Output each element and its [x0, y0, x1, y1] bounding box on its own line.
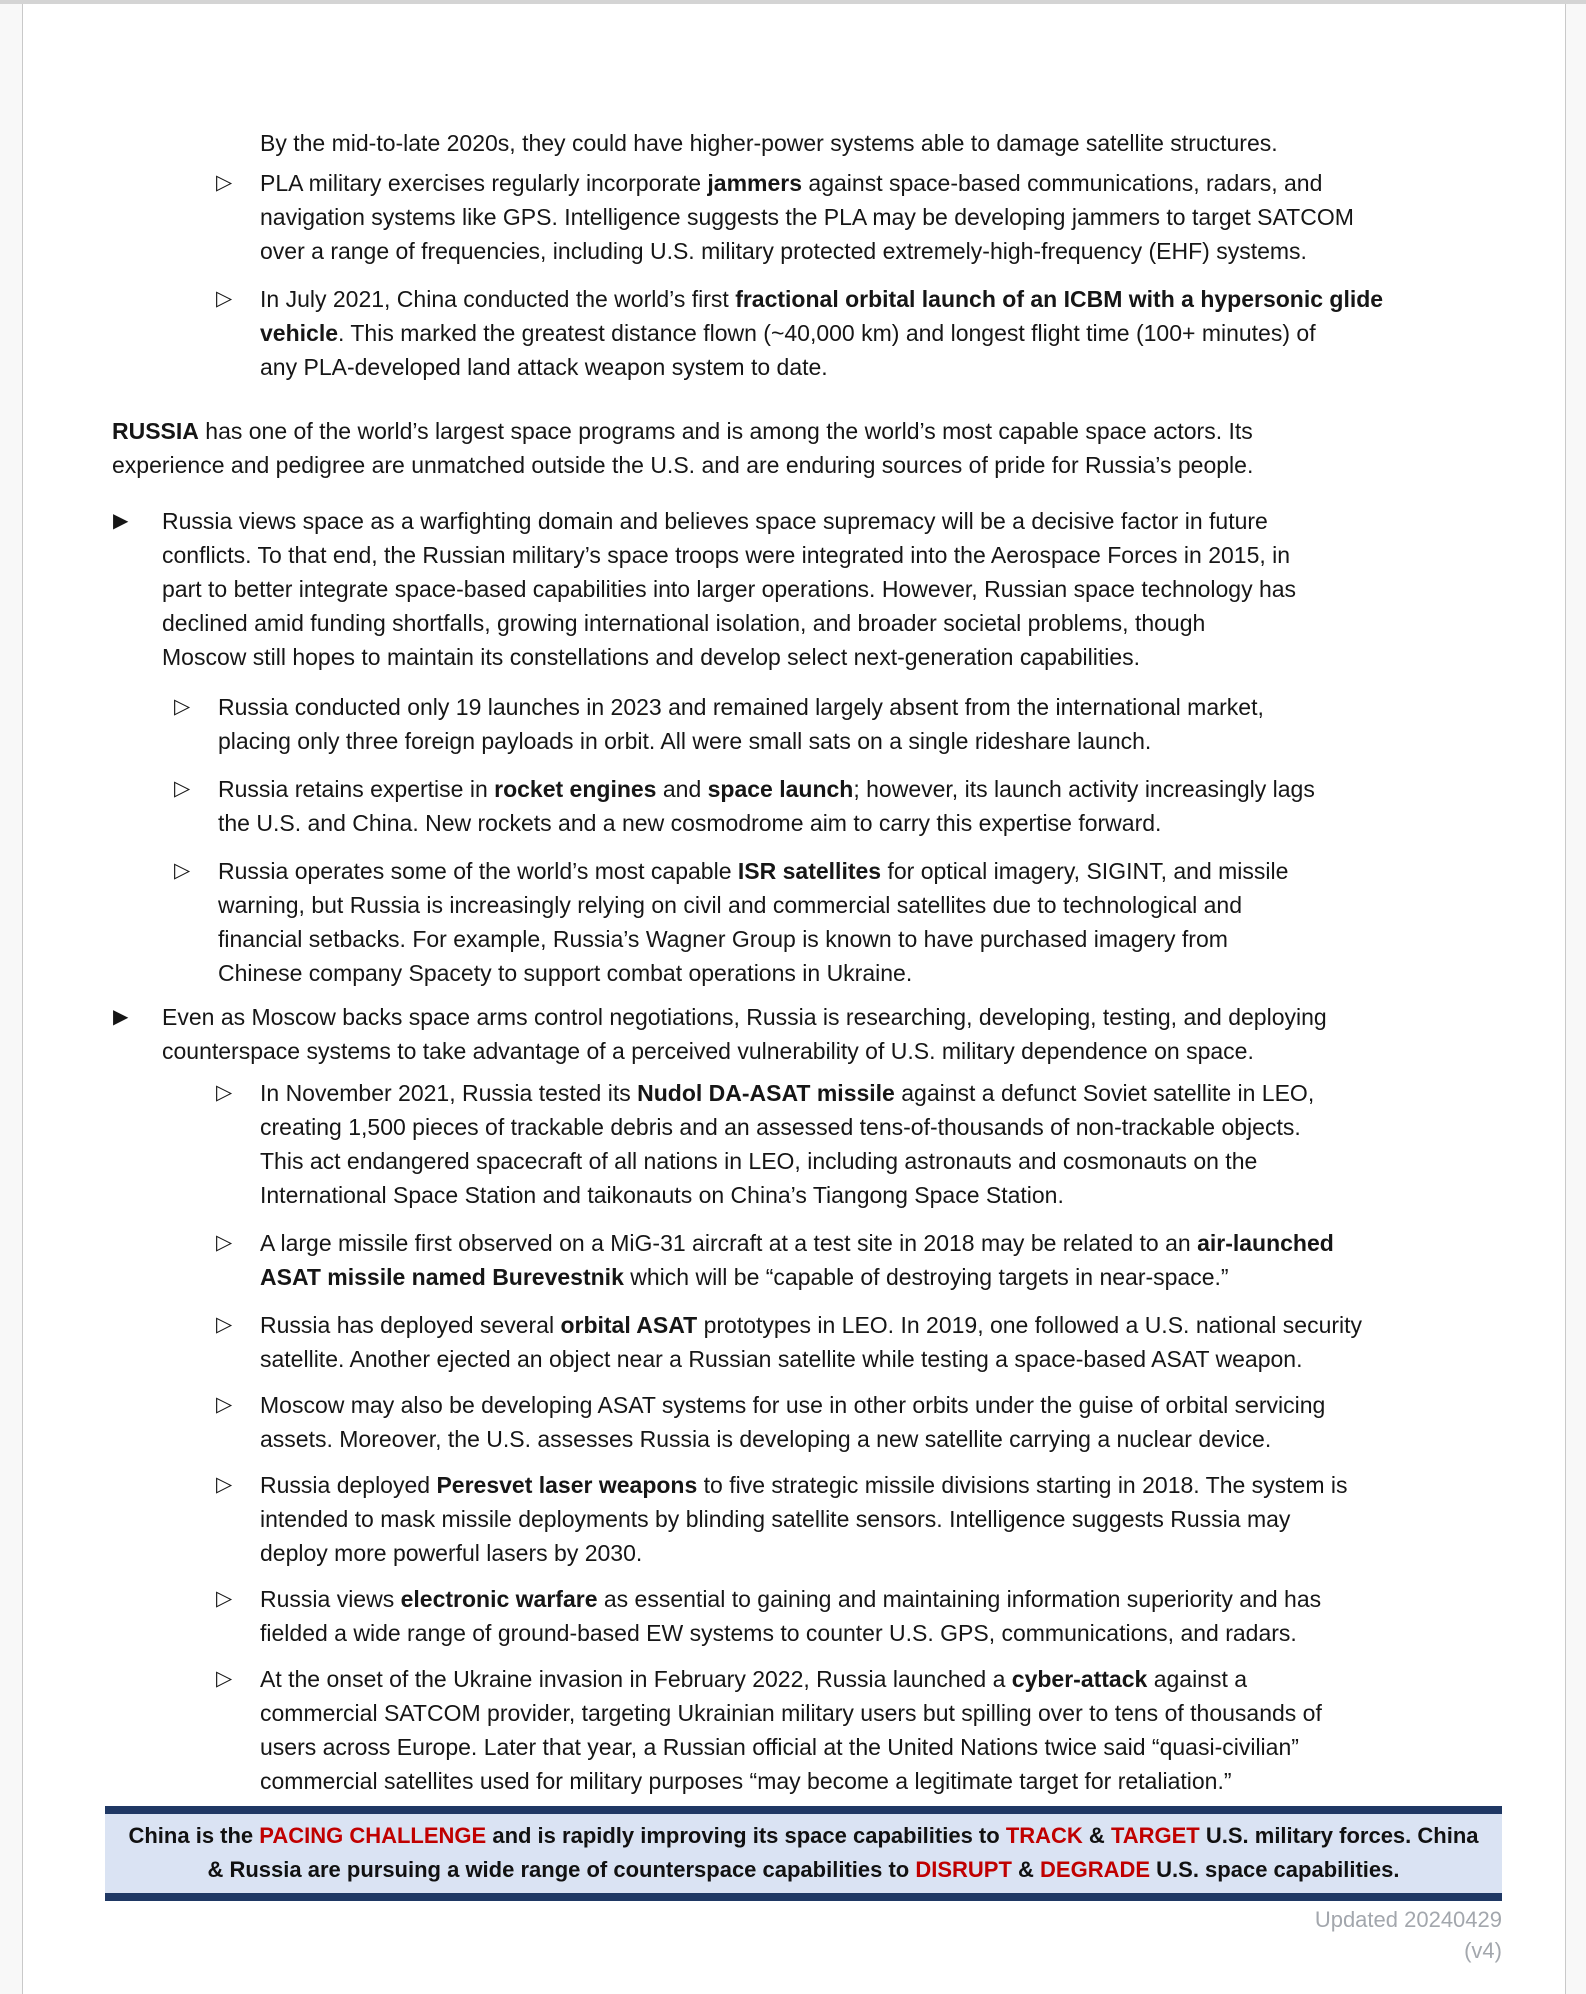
- version-label: (v4): [1464, 1938, 1502, 1963]
- text-line: In July 2021, China conducted the world’s first fractional orbital launch of an ICBM with a hypersonic glide: [260, 286, 1384, 312]
- callout-line: & Russia are pursuing a wide range of counterspace capabilities to DISRUPT & DEGRADE U.S. space capabilities.: [207, 1857, 1400, 1882]
- text-line: conflicts. To that end, the Russian military’s space troops were integrated into the Aerospace Forces in 2015, in: [162, 542, 1291, 568]
- bullet-open-triangle-icon: ▷: [216, 171, 233, 194]
- text-line: financial setbacks. For example, Russia’s Wagner Group is known to have purchased imagery from: [218, 926, 1228, 952]
- russia-bullet-orbital-servicing: [23, 1388, 1565, 1456]
- russia-bullet-peresvet-lasers: [23, 1468, 1565, 1570]
- text-line: Russia operates some of the world’s most capable ISR satellites for optical imagery, SIGINT, and missile: [218, 858, 1289, 884]
- text-line: RUSSIA has one of the world’s largest space programs and is among the world’s most capable space actors. Its: [112, 418, 1253, 444]
- text-line: fielded a wide range of ground-based EW systems to counter U.S. GPS, communications, and radars.: [260, 1620, 1297, 1646]
- text-line: Russia deployed Peresvet laser weapons to five strategic missile divisions starting in 2018. The system is: [260, 1472, 1348, 1498]
- bullet-filled-triangle-icon: ▶: [113, 510, 129, 532]
- text-line: Even as Moscow backs space arms control negotiations, Russia is researching, developing, testing, and deploying: [162, 1004, 1327, 1030]
- russia-bullet-nudol-asat: [23, 1076, 1565, 1212]
- text-line: navigation systems like GPS. Intelligence suggests the PLA may be developing jammers to target SATCOM: [260, 204, 1354, 230]
- bullet-open-triangle-icon: ▷: [216, 1667, 233, 1690]
- russia-bullet-isr-satellites: [23, 854, 1565, 990]
- text-line: Chinese company Spacety to support combat operations in Ukraine.: [218, 960, 913, 986]
- russia-bullet-burevestnik: [23, 1226, 1565, 1294]
- text-line: International Space Station and taikonauts on China’s Tiangong Space Station.: [260, 1182, 1064, 1208]
- bullet-filled-triangle-icon: ▶: [113, 1006, 129, 1028]
- text-line: warning, but Russia is increasingly relying on civil and commercial satellites due to technological and: [218, 892, 1243, 918]
- russia-bullet-counterspace-systems: [23, 1000, 1565, 1068]
- text-line: Moscow still hopes to maintain its constellations and develop select next-generation capabilities.: [162, 644, 1141, 670]
- text-line: ASAT missile named Burevestnik which will be “capable of destroying targets in near-space.”: [260, 1264, 1229, 1290]
- text-line: intended to mask missile deployments by blinding satellite sensors. Intelligence suggests Russia may: [260, 1506, 1291, 1532]
- text-line: Russia views electronic warfare as essential to gaining and maintaining information superiority and has: [260, 1586, 1322, 1612]
- text-line: commercial satellites used for military purposes “may become a legitimate target for retaliation.”: [260, 1768, 1232, 1794]
- china-bullet-jammers: [23, 166, 1565, 268]
- document-page: [23, 4, 1565, 1994]
- text-line: the U.S. and China. New rockets and a new cosmodrome aim to carry this expertise forward.: [218, 810, 1162, 836]
- text-line: assets. Moreover, the U.S. assesses Russia is developing a new satellite carrying a nuclear device.: [260, 1426, 1272, 1452]
- text-line: Russia conducted only 19 launches in 2023 and remained largely absent from the international market,: [218, 694, 1264, 720]
- text-line: vehicle. This marked the greatest distance flown (~40,000 km) and longest flight time (100+ minutes) of: [260, 320, 1316, 346]
- bullet-open-triangle-icon: ▷: [216, 1081, 233, 1104]
- text-line: creating 1,500 pieces of trackable debris and an assessed tens-of-thousands of non-trackable objects.: [260, 1114, 1301, 1140]
- text-line: At the onset of the Ukraine invasion in February 2022, Russia launched a cyber-attack against a: [260, 1666, 1248, 1692]
- bullet-open-triangle-icon: ▷: [174, 859, 191, 882]
- text-line: satellite. Another ejected an object near a Russian satellite while testing a space-based ASAT weapon.: [260, 1346, 1303, 1372]
- document-footer: [1315, 1904, 1502, 1966]
- bullet-open-triangle-icon: ▷: [216, 1231, 233, 1254]
- russia-bullet-warfighting-domain: [23, 504, 1565, 674]
- bullet-open-triangle-icon: ▷: [216, 1473, 233, 1496]
- text-line: any PLA-developed land attack weapon system to date.: [260, 354, 828, 380]
- bullet-open-triangle-icon: ▷: [216, 287, 233, 310]
- bullet-open-triangle-icon: ▷: [174, 777, 191, 800]
- russia-bullet-electronic-warfare: [23, 1582, 1565, 1650]
- viewer-right-margin: [1565, 4, 1586, 1994]
- text-line: counterspace systems to take advantage of a perceived vulnerability of U.S. military dependence on space.: [162, 1038, 1254, 1064]
- text-line: part to better integrate space-based capabilities into larger operations. However, Russian space technology has: [162, 576, 1297, 602]
- text-line: Russia retains expertise in rocket engines and space launch; however, its launch activity increasingly lags: [218, 776, 1315, 802]
- bullet-open-triangle-icon: ▷: [216, 1587, 233, 1610]
- text-line: This act endangered spacecraft of all nations in LEO, including astronauts and cosmonauts on the: [260, 1148, 1258, 1174]
- text-line: In November 2021, Russia tested its Nudol DA-ASAT missile against a defunct Soviet satellite in LEO,: [260, 1080, 1315, 1106]
- bullet-open-triangle-icon: ▷: [216, 1393, 233, 1416]
- updated-label: Updated 20240429: [1314, 1907, 1502, 1932]
- russia-bullet-cyber-attack: [23, 1662, 1565, 1798]
- text-line: Russia has deployed several orbital ASAT prototypes in LEO. In 2019, one followed a U.S. national security: [260, 1312, 1363, 1338]
- russia-bullet-19-launches: [23, 690, 1565, 758]
- text-line: Russia views space as a warfighting domain and believes space supremacy will be a decisive factor in future: [162, 508, 1268, 534]
- key-takeaway-callout: [105, 1806, 1502, 1901]
- text-line: users across Europe. Later that year, a Russian official at the United Nations twice said “quasi-civilian”: [260, 1734, 1299, 1760]
- text-line: experience and pedigree are unmatched outside the U.S. and are enduring sources of pride for Russia’s people.: [112, 452, 1254, 478]
- text-line: deploy more powerful lasers by 2030.: [260, 1540, 643, 1566]
- text-line: By the mid-to-late 2020s, they could have higher-power systems able to damage satellite structures.: [260, 130, 1278, 156]
- viewer-left-margin: [0, 4, 23, 1994]
- bullet-open-triangle-icon: ▷: [216, 1313, 233, 1336]
- text-line: declined amid funding shortfalls, growing international isolation, and broader societal problems, though: [162, 610, 1206, 636]
- text-line: commercial SATCOM provider, targeting Ukrainian military users but spilling over to tens of thousands of: [260, 1700, 1322, 1726]
- china-bullet-fractional-orbital-launch: [23, 282, 1565, 384]
- text-line: PLA military exercises regularly incorporate jammers against space-based communications, radars, and: [260, 170, 1323, 196]
- russia-bullet-rocket-engines: [23, 772, 1565, 840]
- callout-line: China is the PACING CHALLENGE and is rapidly improving its space capabilities to TRACK & TARGET U.S. military forces. China: [128, 1823, 1479, 1848]
- russia-intro-paragraph: [23, 414, 1565, 482]
- document-body: [23, 126, 1565, 1798]
- russia-bullet-orbital-asat: [23, 1308, 1565, 1376]
- china-bullet-directed-energy-continuation: [23, 126, 1565, 160]
- text-line: Moscow may also be developing ASAT systems for use in other orbits under the guise of orbital servicing: [260, 1392, 1326, 1418]
- text-line: over a range of frequencies, including U.S. military protected extremely-high-frequency (EHF) systems.: [260, 238, 1307, 264]
- bullet-open-triangle-icon: ▷: [174, 695, 191, 718]
- key-takeaway-text: [105, 1819, 1502, 1887]
- text-line: A large missile first observed on a MiG-31 aircraft at a test site in 2018 may be related to an air-launched: [260, 1230, 1334, 1256]
- text-line: placing only three foreign payloads in orbit. All were small sats on a single rideshare launch.: [218, 728, 1152, 754]
